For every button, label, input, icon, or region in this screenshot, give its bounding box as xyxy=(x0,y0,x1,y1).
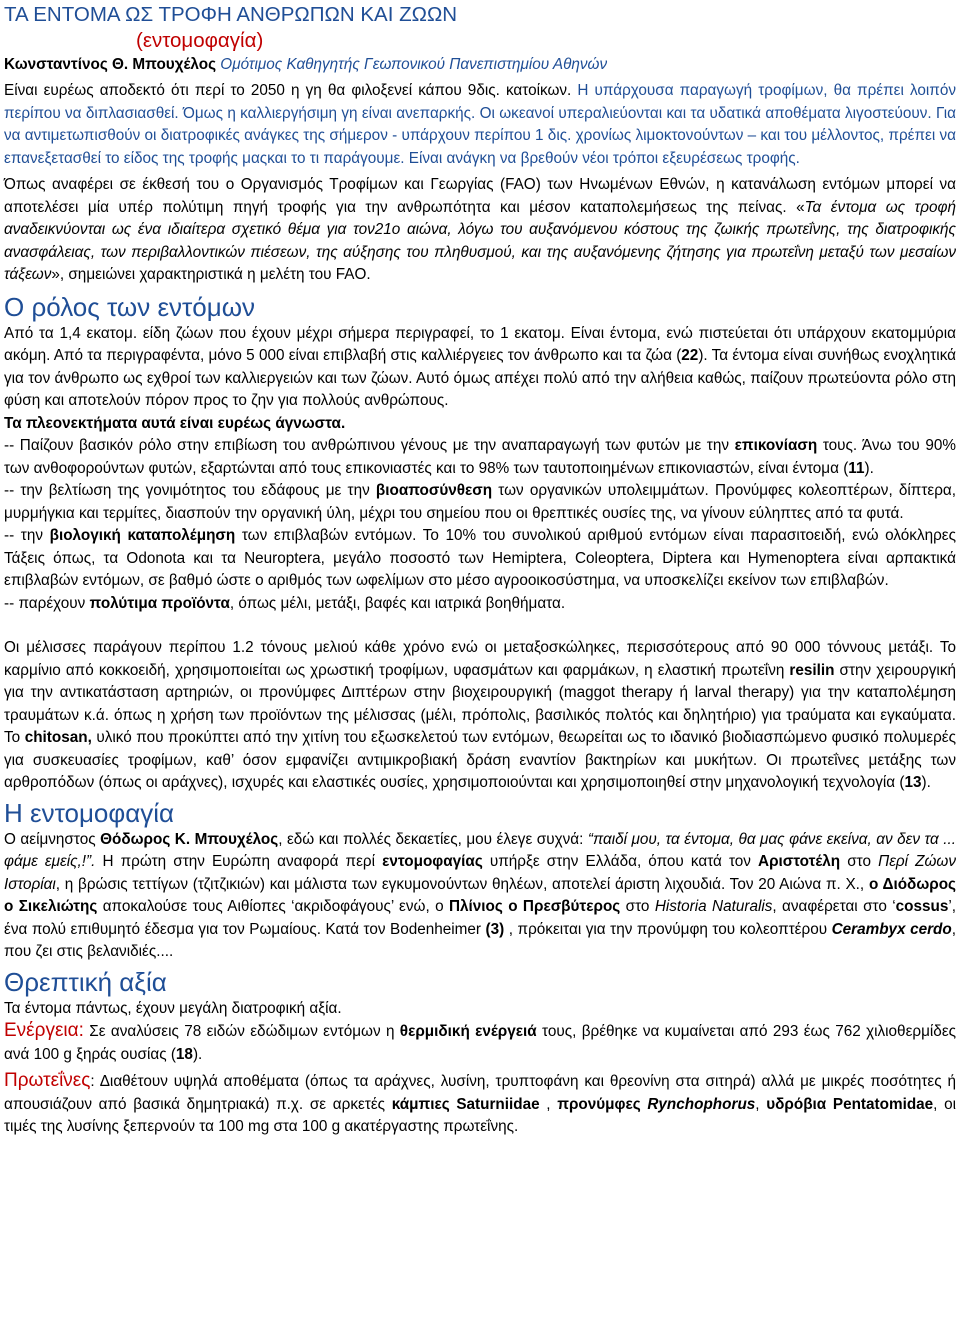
energy-t5: ). xyxy=(192,1045,203,1063)
intro-sentence-1: Είναι ευρέως αποδεκτό ότι περί το 2050 η γη θα φιλοξενεί κάπου 9δις. κατοίκων. xyxy=(4,82,572,99)
bullet-decomposition xyxy=(4,480,956,525)
ento-t14: στο xyxy=(620,898,655,915)
ref-3: (3) xyxy=(485,920,505,938)
role-paragraph xyxy=(4,323,956,413)
heading-nutrition: Θρεπτική αξία xyxy=(4,966,167,997)
proteins-larvae: προνύμφες xyxy=(557,1095,648,1113)
proteins-saturniidae: κάμπιες Saturniidae xyxy=(391,1095,540,1113)
ento-t12: αποκαλούσε τους Αιθίοπες ‘ακριδοφάγους’ ενώ, ο xyxy=(97,898,449,915)
bullet-products xyxy=(4,593,956,616)
ento-cossus: cossus xyxy=(895,898,949,915)
intro-paragraph-2 xyxy=(4,174,956,287)
document-page xyxy=(0,2,960,1139)
fao-text: Όπως αναφέρει σε έκθεσή του ο Οργανισμός Τροφίμων και Γεωργίας (FAO) των Ηνωμένων Εθνών, η κατανάλωση εντόμων μπορεί να αποτελέσει μία υπέρ πολύτιμη πηγή τροφής για την ανθρωπότητα και μέσον καταπολεμήσεως της πείνας. « xyxy=(4,176,956,216)
b1-text-3: ). xyxy=(864,459,874,477)
role-text-1: Από τα 1,4 εκατομ. είδη ζώων που έχουν μέχρι σήμερα περιγραφεί, το 1 εκατομ. Είναι έντομα, ενώ πιστεύεται ότι υπάρχουν εκατομμύρια ακόμη. Από τα περιγραφέντα, μόνο 5 000 είναι επιβλαβή στις καλλιέργειες τον άνθρωπο και τα ζώα ( xyxy=(4,324,956,364)
products-text-4: ). xyxy=(921,774,931,791)
heading-entomophagy: Η εντομοφαγία xyxy=(4,797,175,828)
ento-t6: υπήρξε στην Ελλάδα, όπου κατά τον xyxy=(482,853,759,870)
proteins-pentatomidae: υδρόβια Pentatomidae xyxy=(766,1095,934,1113)
ento-t4: Η πρώτη στην Ευρώπη αναφορά περί xyxy=(95,853,383,870)
nutrition-intro: Τα έντομα πάντως, έχουν μεγάλη διατροφική αξία. xyxy=(4,999,342,1017)
role-text-2: ). Τα έντομα είναι συνήθως ενοχλητικά για τον άνθρωπο ως εχθροί των καλλιεργειών και των ζώων. Αυτό όμως απέχει πολύ από την αλήθεια καθώς, παίζουν πρωτεύοντα ρόλο στη φύση και αποτελούν πόρον προς το ζην για πολλούς ανθρώπους. xyxy=(4,347,956,409)
resilin-bold: resilin xyxy=(789,661,835,679)
b2-text-1: -- την βελτίωση της γονιμότητος του εδάφους με την xyxy=(4,482,376,499)
advantages-label-text: Τα πλεονεκτήματα αυτά είναι ευρέως άγνωστα. xyxy=(4,414,346,432)
b4-text-2: , όπως μέλι, μετάξι, βαφές και ιατρικά βοηθήματα. xyxy=(229,594,566,612)
ento-book: Περί Ζώων Ιστορίαι xyxy=(4,853,956,893)
b2-bold: βιοαποσύνθεση xyxy=(375,482,493,499)
ento-cerambyx: Cerambyx cerdo xyxy=(831,920,952,938)
energy-bold: θερμιδική ενέργειά xyxy=(399,1023,537,1040)
proteins-t1: : Διαθέτουν υψηλά αποθέματα (όπως τα αράχνες, λυσίνη, τρυπτοφάνη και θρεονίνη στα σιτηρά) αλλά με μικρές ποσότητες ή απουσιάζουν από βασικά δημητριακά) π.χ. σε αρκετές xyxy=(4,1073,956,1113)
products-paragraph xyxy=(4,637,956,795)
energy-t1: Σε αναλύσεις 78 ειδών εδώδιμων εντόμων η xyxy=(83,1023,400,1040)
ento-t8: στο xyxy=(840,853,879,870)
proteins-label: Πρωτεΐνες xyxy=(4,1070,91,1091)
intro-sentence-2: Η υπάρχουσα παραγωγή τροφίμων, θα πρέπει λοιπόν περίπου να διπλασιασθεί. Όμως η καλλιεργήσιμη γη είναι ανεπαρκής. Οι ωκεανοί υπεραλιεύονται και τα υδατικά αποθέματα λιγοστεύουν. xyxy=(4,82,956,122)
ref-22: 22 xyxy=(681,347,699,364)
energy-label: Ενέργεια: xyxy=(4,1020,84,1041)
products-text-2: στην χειρουργική για την αντικατάσταση αρτηριών, οι προνύμφες Διπτέρων στην βιοχειρουργική (maggot therapy ή larval therapy) για την καταπολέμηση τραυμάτων κ.ά. όπως η χρήση των προϊόντων της μέλισσας (μέλι, πρόπολις, βασιλικός πολτός και δηλητήριο) για τραύματα και εγκαύματα. Το xyxy=(4,661,956,746)
ento-quote: “παιδί μου, τα έντομα, θα μας φάνε εκείνα, αν δεν τα ... φάμε εμείς,!”. xyxy=(4,830,957,870)
ento-t20: , πρόκειται για την προνύμφη του κολεοπτέρου xyxy=(504,920,832,938)
ento-term: εντομοφαγίας xyxy=(382,853,483,870)
ref-11: 11 xyxy=(848,459,865,477)
b1-text-1: -- Παίζουν βασικόν ρόλο στην επιβίωση του ανθρώπινου γένους με την αναπαραγωγή των φυτών με την xyxy=(4,437,735,454)
intro-sentence-4: και το τι παράγουμε. Είναι ανάγκη να βρεθούν νέοι τρόποι εξευρέσεως τροφής. xyxy=(267,149,800,167)
energy-paragraph xyxy=(4,1020,956,1066)
chitosan-bold: chitosan, xyxy=(24,729,92,746)
fao-text-end: », σημειώνει χαρακτηριστικά η μελέτη του FAO. xyxy=(51,266,371,283)
intro-paragraph-1 xyxy=(4,80,956,170)
b3-bold: βιολογική καταπολέμηση xyxy=(49,527,236,544)
ento-t2: , εδώ και πολλές δεκαετίες, μου έλεγε συχνά: xyxy=(278,830,588,848)
b2-text-2: των οργανικών υπολειμμάτων. Προνύμφες κολεοπτέρων, δίπτερα, μυρμήγκια και τερμίτες, διασπούν την οργανική ύλη, μέχρι του σημείου που οι θρεπτικές ουσίες της, να γίνουν εύληπτες από τα φυτά. xyxy=(4,482,957,522)
ento-name: Θόδωρος Κ. Μπουχέλος xyxy=(100,830,279,848)
products-text-3: υλικό που προκύπτει από την χιτίνη του εξωσκελετού των εντόμων, θεωρείται ως το ιδανικό βιοδιασπώμενο φυσικό πολυμερές για συσκευασίες τροφίμων, καθ’ όσον εμφανίζει αντιμικροβιακή δράση εναντίον βακτηρίων και μυκήτων. Οι πρωτεΐνες μετάξης των αρθροπόδων (όπως οι αράχνες), ισχυρές και ελαστικές ουσίες, χρησιμοποιούνται και χρησιμοποιηθεί στην μηχανολογική τεχνολογία ( xyxy=(4,729,957,791)
proteins-t3: , xyxy=(539,1095,558,1113)
b4-bold: πολύτιμα προϊόντα xyxy=(89,594,230,612)
ref-13: 13 xyxy=(904,774,922,791)
energy-t3: τους, βρέθηκε να κυμαίνεται από 293 έως 762 χιλιοθερμίδες ανά 100 g ξηράς ουσίας ( xyxy=(4,1023,957,1063)
ento-aristotle: Αριστοτέλη xyxy=(758,853,841,870)
ento-t16: , αναφέρεται στο ‘ xyxy=(772,898,896,915)
ento-diodorus: ο Διόδωρος ο Σικελιώτης xyxy=(4,875,957,915)
b3-text-2: των επιβλαβών εντόμων. Το 10% του συνολικού αριθμού εντόμων είναι παρασιτοειδή, ενώ ολόκληρες Τάξεις όπως, τα Odonota και τα Neuroptera, μεγάλο ποσοστό των Hemiptera, Coleoptera, Diptera και Hymenoptera είναι αρπακτικά επιβλαβών εντόμων, σε βαθμό ώστε ο αριθμός των ωφελίμων στο μέσο αγροοικοσύστημα, να υποσκελίζει εκείνον των επιβλαβών. xyxy=(4,527,956,589)
proteins-t6: , xyxy=(755,1095,767,1113)
ento-t18: ’, ένα πολύ επιθυμητό έδεσμα για τον Ρωμαίους. Κατά τον Bodenheimer xyxy=(4,898,957,938)
b1-bold: επικονίαση xyxy=(734,437,818,454)
bullet-biocontrol xyxy=(4,525,956,593)
proteins-rynchophorus: Rynchophorus xyxy=(647,1095,756,1113)
author-title: Ομότιμος Καθηγητής Γεωπονικού Πανεπιστημίου Αθηνών xyxy=(220,56,608,73)
ento-t10: , η βρώσις τεττίγων (τζιτζικιών) και μάλιστα των εγκυμονούντων θηλέων, αποτελεί άριστη λιχουδιά. Τον 20 Αιώνα π. Χ., xyxy=(55,875,869,893)
ento-historia: Historia Naturalis xyxy=(654,898,773,915)
bullet-pollination xyxy=(4,435,956,480)
entomophagy-paragraph xyxy=(4,829,956,964)
b1-text-2: τους. Άνω του 90% των ανθοφορούντων φυτών, εξαρτώνται από τους επικονιαστές και το 98% των ταυτοποιημένων επικονιαστών, είναι έντομα ( xyxy=(4,437,956,477)
proteins-t8: , οι τιμές της λυσίνης ξεπερνούν τα 100 mg στα 100 g ακατέργαστης πρωτεΐνης. xyxy=(4,1095,956,1135)
b4-text-1: -- παρέχουν xyxy=(4,594,90,612)
heading-role: Ο ρόλος των εντόμων xyxy=(4,291,256,322)
advantages-label xyxy=(4,413,956,436)
products-text-1: Οι μέλισσες παράγουν περίπου 1.2 τόνους μελιού κάθε χρόνο ενώ οι μεταξοσκώληκες, περισσότερους από 90 000 τόννους μετάξι. Το καρμίνιο από κοκκοειδή, χρησιμοποιείται ως χρωστική τροφίμων, υφασμάτων και φαρμάκων, η ελαστική πρωτεΐνη xyxy=(4,639,956,679)
spacer xyxy=(4,615,956,637)
proteins-paragraph xyxy=(4,1070,956,1139)
document-title: ΤΑ ΕΝΤΟΜΑ ΩΣ ΤΡΟΦΗ ΑΝΘΡΩΠΩΝ ΚΑΙ ΖΩΩΝ xyxy=(4,3,458,26)
document-subtitle: (εντομοφαγία) xyxy=(136,29,264,52)
ento-t0: Ο αείμνηστος xyxy=(4,830,101,848)
author-line xyxy=(4,54,956,76)
ento-pliny: Πλίνιος ο Πρεσβύτερος xyxy=(448,898,621,915)
intro-sentence-3: Για να αντιμετωπισθούν οι διατροφικές ανάγκες της σήμερον - υπάρχουν περίπου 1 δις. χρονίως λιμοκτονούντων – και του μέλλοντος, πρέπει να επανεξετασθεί το είδος της τροφής μας xyxy=(4,104,957,167)
ento-t22: , που ζει στις βελανιδιές.... xyxy=(4,920,956,960)
b3-text-1: -- την xyxy=(4,527,50,544)
fao-quote: Τα έντομα ως τροφή αναδεικνύονται ως ένα ιδιαίτερα σχετικό θέμα για τον21ο αιώνα, λόγω του αυξανόμενου κόστους της ζωικής πρωτεΐνης, της διατροφικής ανασφάλειας, των περιβαλλοντικών πιέσεων, της αύξησης του πληθυσμού, και της αυξανόμενης ζήτησης για πρωτεΐνη μεταξύ των μεσαίων τάξεων xyxy=(4,198,956,283)
author-name: Κωνσταντίνος Θ. Μπουχέλος xyxy=(4,56,217,73)
ref-18: 18 xyxy=(175,1045,193,1063)
